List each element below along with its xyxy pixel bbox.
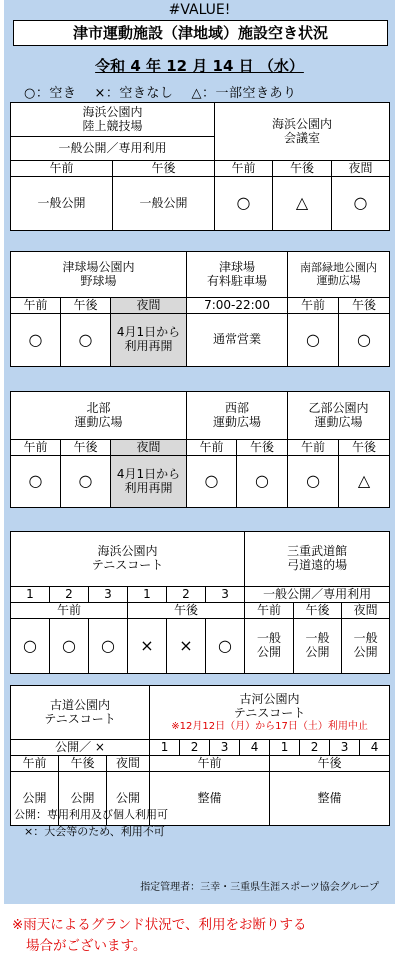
status-cell: ○ — [11, 456, 61, 508]
closure-note: ※12月12日（月）から17日（土）利用中止 — [171, 720, 368, 732]
col-night: 夜間 — [332, 161, 390, 177]
court-number: 2 — [50, 587, 89, 603]
status-cell: ○ — [50, 619, 89, 674]
status-cell: ○ — [11, 619, 50, 674]
manager-credit: 指定管理者：三幸・三重県生涯スポーツ協会グループ — [140, 882, 379, 893]
facility-name: 南部緑地公園内 運動広場 — [288, 252, 390, 298]
col-am: 午前 — [245, 603, 294, 619]
col-am: 午前 — [11, 440, 61, 456]
facility-name: 津球場公園内 野球場 — [11, 252, 187, 298]
status-cell: △ — [339, 456, 390, 508]
facility-name: 西部 運動広場 — [187, 392, 288, 440]
court-number: 3 — [330, 740, 360, 756]
status-cell: 一般 公開 — [294, 619, 342, 674]
facility-panel — [4, 0, 395, 904]
court-number: 1 — [11, 587, 50, 603]
status-cell: ○ — [288, 456, 339, 508]
court-number: 3 — [206, 587, 245, 603]
col-night: 夜間 — [342, 603, 390, 619]
use-type: 公開／ × — [11, 740, 150, 756]
section-5-table — [10, 685, 390, 826]
status-cell: × — [128, 619, 167, 674]
col-pm: 午後 — [339, 440, 390, 456]
col-pm: 午後 — [113, 161, 215, 177]
status-cell: 一般 公開 — [342, 619, 390, 674]
notes — [14, 806, 168, 840]
facility-name: 海浜公園内 会議室 — [215, 103, 390, 161]
col-am: 午前 — [288, 440, 339, 456]
page-title: 津市運動施設（津地域）施設空き状況 — [13, 20, 388, 46]
court-number: 2 — [180, 740, 210, 756]
status-cell: 一般 公開 — [245, 619, 294, 674]
status-cell: ○ — [61, 314, 111, 367]
note-line: 公開：専用利用及び個人利用可 — [14, 808, 168, 821]
section-2-table — [10, 251, 390, 367]
section-4-table — [10, 531, 390, 674]
status-cell: △ — [273, 177, 332, 231]
use-type: 一般公開／専用利用 — [245, 587, 390, 603]
court-number: 3 — [89, 587, 128, 603]
facility-name: 三重武道館 弓道遠的場 — [245, 532, 390, 587]
status-cell: ○ — [11, 314, 61, 367]
status-cell: 一般公開 — [11, 177, 113, 231]
col-pm: 午後 — [128, 603, 245, 619]
facility-name: 乙部公園内 運動広場 — [288, 392, 390, 440]
court-number: 1 — [270, 740, 300, 756]
col-am: 午前 — [215, 161, 273, 177]
status-cell: ○ — [206, 619, 245, 674]
status-cell: ○ — [339, 314, 390, 367]
symbol-legend: ○：空き ×：空きなし △：一部空きあり — [24, 86, 297, 101]
status-cell: ○ — [89, 619, 128, 674]
status-cell: ○ — [61, 456, 111, 508]
court-number: 1 — [150, 740, 180, 756]
hours: 7:00-22:00 — [187, 298, 288, 314]
col-pm: 午後 — [270, 756, 390, 772]
court-number: 4 — [240, 740, 270, 756]
facility-name: 津球場 有料駐車場 — [187, 252, 288, 298]
col-night: 夜間 — [107, 756, 150, 772]
col-pm: 午後 — [237, 440, 288, 456]
col-pm: 午後 — [339, 298, 390, 314]
court-number: 4 — [360, 740, 390, 756]
note-line: ×：大会等のため、利用不可 — [24, 825, 165, 838]
status-cell: 整備 — [150, 772, 270, 826]
col-pm: 午後 — [273, 161, 332, 177]
col-night: 夜間 — [111, 440, 187, 456]
status-cell: 4月1日から 利用再開 — [111, 314, 187, 367]
col-am: 午前 — [187, 440, 237, 456]
col-am: 午前 — [11, 603, 128, 619]
col-am: 午前 — [150, 756, 270, 772]
status-cell: 通常営業 — [187, 314, 288, 367]
facility-name: 北部 運動広場 — [11, 392, 187, 440]
status-cell: ○ — [288, 314, 339, 367]
col-pm: 午後 — [294, 603, 342, 619]
facility-name: 古道公園内 テニスコート — [11, 686, 150, 740]
col-pm: 午後 — [61, 298, 111, 314]
status-cell: 公開 — [59, 772, 107, 826]
facility-name: 古河公園内 テニスコート ※12月12日（月）から17日（土）利用中止 — [150, 686, 390, 740]
court-number: 2 — [300, 740, 330, 756]
col-pm: 午後 — [61, 440, 111, 456]
status-cell: × — [167, 619, 206, 674]
use-type: 一般公開／専用利用 — [11, 137, 215, 161]
facility-name: 海浜公園内 陸上競技場 — [11, 103, 215, 137]
section-3-table — [10, 391, 390, 508]
court-number: 2 — [167, 587, 206, 603]
facility-name: 海浜公園内 テニスコート — [11, 532, 245, 587]
col-am: 午前 — [11, 298, 61, 314]
status-cell: 公開 — [107, 772, 150, 826]
value-badge: #VALUE! — [168, 2, 231, 18]
report-date: 令和 4 年 12 月 14 日 （水） — [95, 57, 304, 75]
court-number: 3 — [210, 740, 240, 756]
col-pm: 午後 — [59, 756, 107, 772]
rain-warning: ※雨天によるグランド状況で、利用をお断りする 場合がございます。 — [12, 917, 307, 954]
status-cell: 公開 — [11, 772, 59, 826]
col-am: 午前 — [11, 161, 113, 177]
col-am: 午前 — [11, 756, 59, 772]
section-1-table — [10, 102, 390, 231]
status-cell: ○ — [237, 456, 288, 508]
status-cell: ○ — [187, 456, 237, 508]
status-cell: 整備 — [270, 772, 390, 826]
status-cell: ○ — [332, 177, 390, 231]
status-cell: ○ — [215, 177, 273, 231]
col-night: 夜間 — [111, 298, 187, 314]
court-number: 1 — [128, 587, 167, 603]
status-cell: 一般公開 — [113, 177, 215, 231]
status-cell: 4月1日から 利用再開 — [111, 456, 187, 508]
col-am: 午前 — [288, 298, 339, 314]
